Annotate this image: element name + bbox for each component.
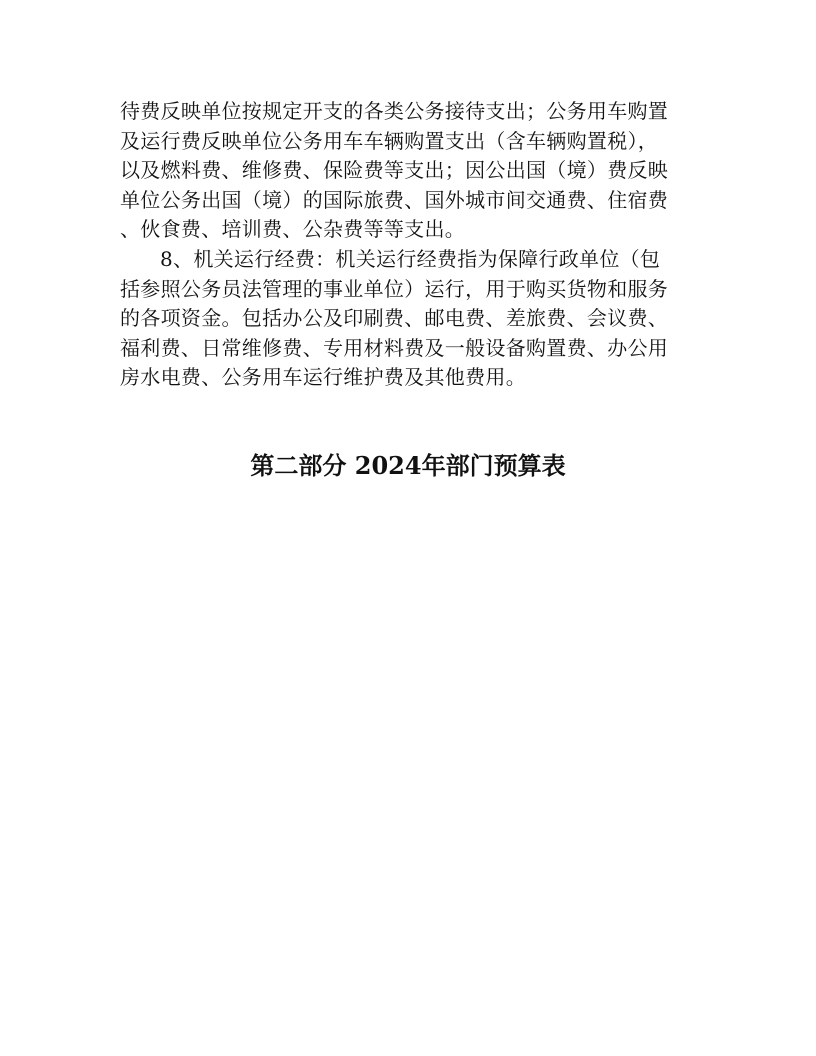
section-title: 第二部分 2024年部门预算表	[250, 451, 566, 480]
paragraph-line: 、伙食费、培训费、公杂费等等支出。	[120, 217, 466, 242]
paragraph-line: 的各项资金。包括办公及印刷费、邮电费、差旅费、会议费、	[120, 306, 669, 331]
paragraph-line: 括参照公务员法管理的事业单位）运行，用于购买货物和服务	[120, 276, 669, 301]
paragraph-line: 房水电费、公务用车运行维护费及其他费用。	[120, 365, 526, 390]
body-text	[120, 97, 700, 393]
paragraph-line: 待费反映单位按规定开支的各类公务接待支出；公务用车购置	[120, 99, 669, 123]
paragraph-line: 以及燃料费、维修费、保险费等支出；因公出国（境）费反映	[120, 158, 669, 183]
paragraph-line: 8、机关运行经费：机关运行经费指为保障行政单位（包	[160, 246, 661, 271]
paragraph-line: 福利费、日常维修费、专用材料费及一般设备购置费、办公用	[120, 335, 669, 360]
paragraph-line: 单位公务出国（境）的国际旅费、国外城市间交通费、住宿费	[120, 187, 669, 212]
paragraph-line: 及运行费反映单位公务用车车辆购置支出（含车辆购置税），	[120, 128, 659, 153]
